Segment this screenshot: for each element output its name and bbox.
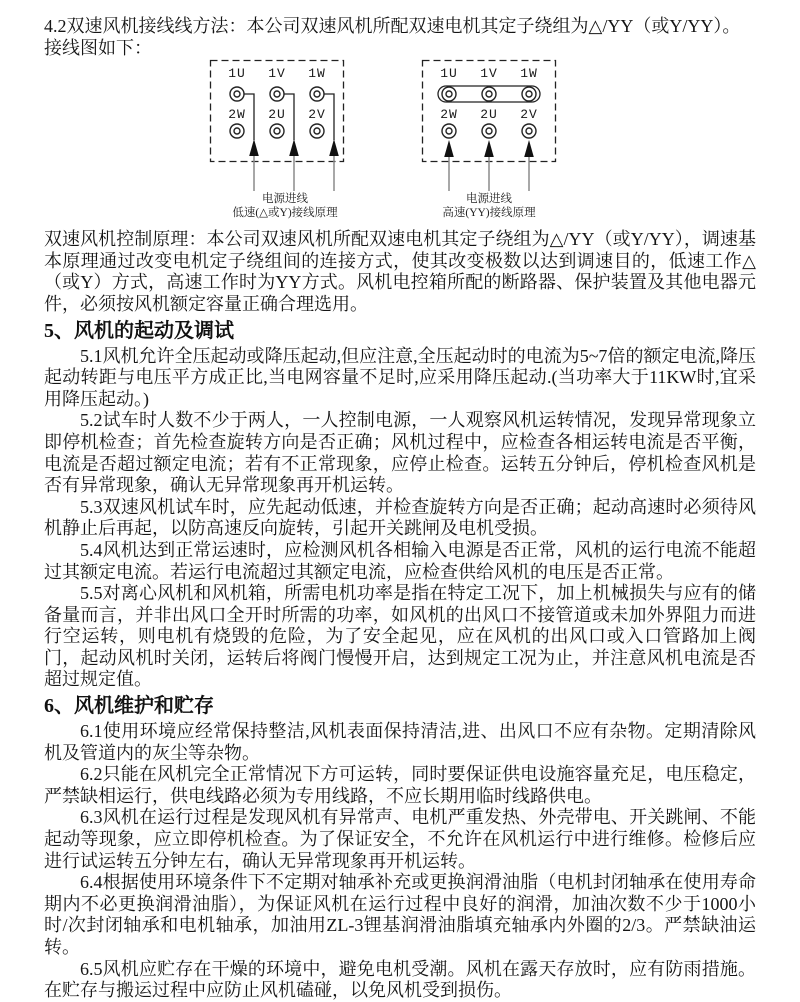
- section5-heading: 5、风机的起动及调试: [44, 319, 234, 342]
- terminal-label-2w: 2W: [440, 107, 458, 123]
- wiring-diagrams-figure: [44, 60, 756, 227]
- power-inlet-arrow-icons: [444, 140, 534, 191]
- terminal-label-2v: 2V: [520, 107, 538, 123]
- terminal-label-2v: 2V: [308, 107, 326, 123]
- section6-heading: 6、风机维护和贮存: [44, 695, 214, 718]
- wiring-diagram-low-speed: [210, 60, 350, 226]
- caption-low-speed: [185, 193, 385, 220]
- intro-line-2: 接线图如下：: [44, 37, 152, 58]
- terminal-label-2u: 2U: [268, 107, 286, 123]
- terminal-label-1v: 1V: [268, 66, 286, 82]
- caption-high-speed: [389, 193, 589, 220]
- section6-item-3: 6.3风机在运行过程是发现风机有异常声、电机严重发热、外壳带电、开关跳闸、不能起动等现象，应立即停机检查。为了保证安全，不允许在风机运行中进行维修。检修后应进行试运转五分钟左右，确认无异常现象再开机运转。: [44, 807, 756, 871]
- caption-power-inlet: 电源进线: [466, 193, 512, 206]
- terminal-label-1v: 1V: [480, 66, 498, 82]
- caption-low-speed-principle: 低速(△或Y)接线原理: [232, 206, 338, 219]
- intro-line-1: 4.2双速风机接线线方法：本公司双速风机所配双速电机其定子绕组为△/YY（或Y/YY）。: [44, 16, 741, 36]
- terminal-label-2u: 2U: [480, 107, 498, 123]
- section6-item-5: 6.5风机应贮存在干燥的环境中，避免电机受潮。风机在露天存放时，应有防雨措施。在贮存与搬运过程中应防止风机磕碰，以免风机受到损伤。: [44, 958, 756, 1001]
- section5-item-3: 5.3双速风机试车时，应先起动低速，并检查旋转方向是否正确；起动高速时必须待风机静止后再起，以防高速反向旋转，引起开关跳闸及电机受损。: [44, 496, 756, 539]
- terminal-label-2w: 2W: [228, 107, 246, 123]
- section5-item-2: 5.2试车时人数不少于两人，一人控制电源，一人观察风机运转情况，发现异常现象立即停机检查；首先检查旋转方向是否正确；风机过程中，应检查各相运转电流是否平衡，电流是否超过额定电流；若有不正常现象，应停止检查。运转五分钟后，停机检查风机是否有异常现象，确认无异常现象再开机运转。: [44, 410, 756, 496]
- section5-item-1: 5.1风机允许全压起动或降压起动,但应注意,全压起动时的电流为5~7倍的额定电流,降压起动转距与电压平方成正比,当电网容量不足时,应采用降压起动.(当功率大于11KW时,宜采用降压起动。): [44, 345, 756, 409]
- caption-power-inlet: 电源进线: [262, 193, 308, 206]
- section5-item-4: 5.4风机达到正常运速时，应检测风机各相输入电源是否正常，风机的运行电流不能超过其额定电流。若运行电流超过其额定电流，应检查供给风机的电压是否正常。: [44, 539, 756, 582]
- section6-item-1: 6.1使用环境应经常保持整洁,风机表面保持清洁,进、出风口不应有杂物。定期清除风机及管道内的灰尘等杂物。: [44, 721, 756, 763]
- intro-paragraph: [44, 16, 756, 59]
- section6-item-2: 6.2只能在风机完全正常情况下方可运转，同时要保证供电设施容量充足，电压稳定，严禁缺相运行，供电线路必须为专用线路，不应长期用临时线路供电。: [44, 764, 756, 806]
- wiring-diagram-high-speed: [422, 60, 562, 226]
- terminal-label-1w: 1W: [308, 66, 326, 82]
- section6-item-4: 6.4根据使用环境条件下不定期对轴承补充或更换润滑油脂（电机封闭轴承在使用寿命期内不必更换润滑油脂），为保证风机在运行过程中良好的润滑，加油次数不少于1000小时/次封闭轴承和电机轴承，加油用ZL-3锂基润滑油脂填充轴承内外圈的2/3。严禁缺油运转。: [44, 872, 756, 957]
- control-principle-paragraph: 双速风机控制原理：本公司双速风机所配双速电机其定子绕组为△/YY（或Y/YY），调速基本原理通过改变电机定子绕组间的连接方式，使其改变极数以达到调速目的，低速工作△（或Y）方式，高速工作时为YY方式。风机电控箱所配的断路器、保护装置及其他电器元件，必须按风机额定容量正确合理选用。: [44, 229, 756, 314]
- terminal-label-1u: 1U: [440, 66, 458, 82]
- terminal-label-1u: 1U: [228, 66, 246, 82]
- terminal-label-1w: 1W: [520, 66, 538, 82]
- caption-high-speed-principle: 高速(YY)接线原理: [442, 206, 536, 219]
- power-inlet-arrow-icons: [249, 139, 339, 191]
- section5-item-5: 5.5对离心风机和风机箱，所需电机功率是指在特定工况下，加上机械损失与应有的储备量而言，并非出风口全开时所需的功率，如风机的出风口不接管道或未加外界阻力而进行空运转，则电机有烧毁的危险，为了安全起见，应在风机的出风口或入口管路加上阀门，起动风机时关闭，运转后将阀门慢慢开启，达到规定工况为止，并注意风机电流是否超过规定值。: [44, 583, 756, 690]
